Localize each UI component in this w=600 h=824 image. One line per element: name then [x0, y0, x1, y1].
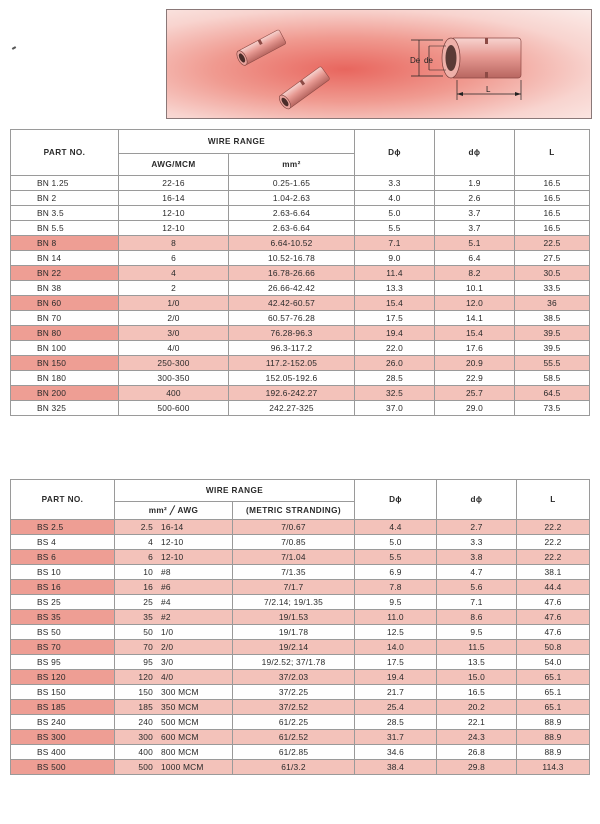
- col-L: L: [515, 130, 590, 176]
- mm2-cell: 117.2-152.05: [229, 356, 355, 371]
- outer-diameter-cell: 9.5: [355, 595, 437, 610]
- inner-diameter-cell: 24.3: [437, 730, 517, 745]
- table-row: [11, 356, 590, 371]
- table-row: [11, 610, 590, 625]
- length-cell: 30.5: [515, 266, 590, 281]
- table-row: [11, 625, 590, 640]
- length-cell: 27.5: [515, 251, 590, 266]
- mm2-value: 300: [138, 731, 153, 742]
- outer-diameter-cell: 38.4: [355, 760, 437, 775]
- part-no-cell: BN 60: [11, 296, 119, 311]
- inner-diameter-cell: 15.0: [437, 670, 517, 685]
- mm2-value: 25: [143, 596, 153, 607]
- part-no-cell: BN 2: [11, 191, 119, 206]
- col-D: Dϕ: [355, 480, 437, 520]
- mm2-awg-cell: [115, 595, 233, 610]
- metric-stranding-cell: 19/2.14: [233, 640, 355, 655]
- mm2-awg-cell: [115, 535, 233, 550]
- awg-value: 3/0: [161, 656, 174, 667]
- mm2-awg-cell: [115, 700, 233, 715]
- awg-value: 1000 MCM: [161, 761, 204, 772]
- mm2-value: 150: [138, 686, 153, 697]
- table-row: [11, 595, 590, 610]
- outer-diameter-cell: 11.4: [355, 266, 435, 281]
- mm2-value: 2.5: [140, 521, 153, 532]
- part-no-cell: BS 2.5: [11, 520, 115, 535]
- length-cell: 16.5: [515, 221, 590, 236]
- awg-value: 500 MCM: [161, 716, 199, 727]
- awg-cell: 500-600: [119, 401, 229, 416]
- table-row: [11, 565, 590, 580]
- inner-diameter-cell: 29.8: [437, 760, 517, 775]
- awg-cell: 22-16: [119, 176, 229, 191]
- outer-diameter-cell: 4.4: [355, 520, 437, 535]
- outer-diameter-cell: 34.6: [355, 745, 437, 760]
- inner-diameter-cell: 2.7: [437, 520, 517, 535]
- outer-diameter-cell: 13.3: [355, 281, 435, 296]
- mm2-cell: 1.04-2.63: [229, 191, 355, 206]
- inner-diameter-cell: 14.1: [435, 311, 515, 326]
- part-no-cell: BS 10: [11, 565, 115, 580]
- table-row: [11, 715, 590, 730]
- inner-diameter-cell: 5.1: [435, 236, 515, 251]
- awg-value: 800 MCM: [161, 746, 199, 757]
- inner-diameter-cell: 16.5: [437, 685, 517, 700]
- outer-diameter-cell: 17.5: [355, 655, 437, 670]
- bs-table-body: [11, 520, 590, 775]
- mm2-cell: 2.63-6.64: [229, 221, 355, 236]
- length-cell: 50.8: [517, 640, 590, 655]
- table-row: [11, 730, 590, 745]
- mm2-awg-cell: [115, 715, 233, 730]
- length-cell: 16.5: [515, 206, 590, 221]
- part-no-cell: BN 5.5: [11, 221, 119, 236]
- table-row: [11, 685, 590, 700]
- awg-cell: 12-10: [119, 221, 229, 236]
- inner-diameter-cell: 8.6: [437, 610, 517, 625]
- mm2-cell: 96.3-117.2: [229, 341, 355, 356]
- mm2-awg-cell: [115, 640, 233, 655]
- inner-diameter-cell: 3.8: [437, 550, 517, 565]
- outer-diameter-cell: 28.5: [355, 715, 437, 730]
- col-wire-range: WIRE RANGE: [119, 130, 355, 154]
- awg-cell: 12-10: [119, 206, 229, 221]
- mm2-cell: 26.66-42.42: [229, 281, 355, 296]
- outer-diameter-cell: 7.1: [355, 236, 435, 251]
- col-L: L: [517, 480, 590, 520]
- table-row: [11, 745, 590, 760]
- length-cell: 38.5: [515, 311, 590, 326]
- col-part-no: PART NO.: [11, 480, 115, 520]
- col-awg: AWG/MCM: [119, 154, 229, 176]
- table-row: [11, 640, 590, 655]
- table-row: [11, 341, 590, 356]
- outer-diameter-cell: 5.0: [355, 206, 435, 221]
- mm2-cell: 76.28-96.3: [229, 326, 355, 341]
- mm2-value: 4: [148, 536, 153, 547]
- length-cell: 22.2: [517, 535, 590, 550]
- mm2-value: 400: [138, 746, 153, 757]
- length-cell: 36: [515, 296, 590, 311]
- table-row: [11, 221, 590, 236]
- label-de: de: [424, 56, 433, 65]
- mm2-awg-cell: [115, 625, 233, 640]
- part-no-cell: BS 95: [11, 655, 115, 670]
- metric-stranding-cell: 7/2.14; 19/1.35: [233, 595, 355, 610]
- outer-diameter-cell: 37.0: [355, 401, 435, 416]
- awg-cell: 400: [119, 386, 229, 401]
- awg-value: 4/0: [161, 671, 174, 682]
- inner-diameter-cell: 17.6: [435, 341, 515, 356]
- part-no-cell: BN 3.5: [11, 206, 119, 221]
- length-cell: 16.5: [515, 176, 590, 191]
- metric-stranding-cell: 61/2.85: [233, 745, 355, 760]
- inner-diameter-cell: 22.9: [435, 371, 515, 386]
- mm2-value: 10: [143, 566, 153, 577]
- col-d: dϕ: [435, 130, 515, 176]
- metric-stranding-cell: 7/1.35: [233, 565, 355, 580]
- inner-diameter-cell: 5.6: [437, 580, 517, 595]
- inner-diameter-cell: 15.4: [435, 326, 515, 341]
- metric-stranding-cell: 37/2.52: [233, 700, 355, 715]
- awg-cell: 4/0: [119, 341, 229, 356]
- length-cell: 73.5: [515, 401, 590, 416]
- table-row: [11, 550, 590, 565]
- mm2-cell: 6.64-10.52: [229, 236, 355, 251]
- inner-diameter-cell: 10.1: [435, 281, 515, 296]
- col-mm2-awg: mm² ╱ AWG: [115, 502, 233, 520]
- part-no-cell: BS 16: [11, 580, 115, 595]
- mm2-cell: 60.57-76.28: [229, 311, 355, 326]
- mm2-awg-cell: [115, 685, 233, 700]
- length-cell: 16.5: [515, 191, 590, 206]
- table-row: [11, 535, 590, 550]
- col-part-no: PART NO.: [11, 130, 119, 176]
- length-cell: 65.1: [517, 700, 590, 715]
- awg-value: 16-14: [161, 521, 184, 532]
- part-no-cell: BS 150: [11, 685, 115, 700]
- length-cell: 65.1: [517, 670, 590, 685]
- length-cell: 22.2: [517, 520, 590, 535]
- mm2-value: 95: [143, 656, 153, 667]
- metric-stranding-cell: 19/2.52; 37/1.78: [233, 655, 355, 670]
- mm2-awg-cell: [115, 565, 233, 580]
- col-wire-range: WIRE RANGE: [115, 480, 355, 502]
- part-no-cell: BN 325: [11, 401, 119, 416]
- part-no-cell: BS 25: [11, 595, 115, 610]
- metric-stranding-cell: 61/2.25: [233, 715, 355, 730]
- awg-value: 12-10: [161, 551, 184, 562]
- awg-cell: 1/0: [119, 296, 229, 311]
- part-no-cell: BN 14: [11, 251, 119, 266]
- bn-spec-table: [10, 129, 590, 416]
- mm2-cell: 16.78-26.66: [229, 266, 355, 281]
- mm2-value: 6: [148, 551, 153, 562]
- awg-cell: 250-300: [119, 356, 229, 371]
- inner-diameter-cell: 4.7: [437, 565, 517, 580]
- metric-stranding-cell: 7/0.85: [233, 535, 355, 550]
- inner-diameter-cell: 8.2: [435, 266, 515, 281]
- metric-stranding-cell: 37/2.03: [233, 670, 355, 685]
- length-cell: 114.3: [517, 760, 590, 775]
- butt-splice-illustration: [167, 10, 591, 118]
- outer-diameter-cell: 31.7: [355, 730, 437, 745]
- part-no-cell: BS 4: [11, 535, 115, 550]
- col-D: Dϕ: [355, 130, 435, 176]
- length-cell: 55.5: [515, 356, 590, 371]
- outer-diameter-cell: 6.9: [355, 565, 437, 580]
- bn-table-body: [11, 176, 590, 416]
- part-no-cell: BS 70: [11, 640, 115, 655]
- inner-diameter-cell: 1.9: [435, 176, 515, 191]
- mm2-cell: 10.52-16.78: [229, 251, 355, 266]
- metric-stranding-cell: 19/1.53: [233, 610, 355, 625]
- length-cell: 54.0: [517, 655, 590, 670]
- mm2-awg-cell: [115, 610, 233, 625]
- inner-diameter-cell: 20.9: [435, 356, 515, 371]
- outer-diameter-cell: 19.4: [355, 670, 437, 685]
- table-row: [11, 386, 590, 401]
- mm2-value: 35: [143, 611, 153, 622]
- part-no-cell: BN 22: [11, 266, 119, 281]
- table-row: [11, 580, 590, 595]
- bs-spec-table: [10, 479, 590, 775]
- length-cell: 22.5: [515, 236, 590, 251]
- outer-diameter-cell: 5.0: [355, 535, 437, 550]
- awg-cell: 2/0: [119, 311, 229, 326]
- outer-diameter-cell: 15.4: [355, 296, 435, 311]
- outer-diameter-cell: 5.5: [355, 221, 435, 236]
- table-row: [11, 401, 590, 416]
- inner-diameter-cell: 2.6: [435, 191, 515, 206]
- inner-diameter-cell: 13.5: [437, 655, 517, 670]
- mm2-awg-cell: [115, 520, 233, 535]
- product-illustration: [166, 9, 592, 119]
- metric-stranding-cell: 7/1.04: [233, 550, 355, 565]
- col-mm2: mm²: [229, 154, 355, 176]
- awg-value: #2: [161, 611, 171, 622]
- mm2-value: 50: [143, 626, 153, 637]
- outer-diameter-cell: 25.4: [355, 700, 437, 715]
- length-cell: 39.5: [515, 326, 590, 341]
- part-no-cell: BN 38: [11, 281, 119, 296]
- col-d: dϕ: [437, 480, 517, 520]
- inner-diameter-cell: 7.1: [437, 595, 517, 610]
- metric-stranding-cell: 7/0.67: [233, 520, 355, 535]
- awg-value: #4: [161, 596, 171, 607]
- outer-diameter-cell: 12.5: [355, 625, 437, 640]
- inner-diameter-cell: 9.5: [437, 625, 517, 640]
- outer-diameter-cell: 32.5: [355, 386, 435, 401]
- part-no-cell: BS 185: [11, 700, 115, 715]
- length-cell: 38.1: [517, 565, 590, 580]
- part-no-cell: BS 300: [11, 730, 115, 745]
- table-row: [11, 176, 590, 191]
- length-cell: 88.9: [517, 745, 590, 760]
- stray-mark: [12, 46, 16, 50]
- part-no-cell: BS 400: [11, 745, 115, 760]
- part-no-cell: BS 50: [11, 625, 115, 640]
- inner-diameter-cell: 12.0: [435, 296, 515, 311]
- outer-diameter-cell: 19.4: [355, 326, 435, 341]
- table-row: [11, 520, 590, 535]
- awg-cell: 2: [119, 281, 229, 296]
- metric-stranding-cell: 61/3.2: [233, 760, 355, 775]
- part-no-cell: BS 35: [11, 610, 115, 625]
- awg-value: 600 MCM: [161, 731, 199, 742]
- mm2-value: 16: [143, 581, 153, 592]
- awg-cell: 3/0: [119, 326, 229, 341]
- table-row: [11, 296, 590, 311]
- outer-diameter-cell: 21.7: [355, 685, 437, 700]
- outer-diameter-cell: 4.0: [355, 191, 435, 206]
- outer-diameter-cell: 3.3: [355, 176, 435, 191]
- dimension-sleeve: [410, 38, 521, 100]
- outer-diameter-cell: 28.5: [355, 371, 435, 386]
- mm2-awg-cell: [115, 730, 233, 745]
- mm2-awg-cell: [115, 760, 233, 775]
- sleeve-1: [235, 29, 287, 67]
- length-cell: 44.4: [517, 580, 590, 595]
- table-row: [11, 670, 590, 685]
- mm2-awg-cell: [115, 655, 233, 670]
- awg-value: 300 MCM: [161, 686, 199, 697]
- part-no-cell: BN 100: [11, 341, 119, 356]
- awg-value: #8: [161, 566, 171, 577]
- outer-diameter-cell: 11.0: [355, 610, 437, 625]
- outer-diameter-cell: 9.0: [355, 251, 435, 266]
- col-metric-stranding: (METRIC STRANDING): [233, 502, 355, 520]
- awg-cell: 8: [119, 236, 229, 251]
- part-no-cell: BN 150: [11, 356, 119, 371]
- part-no-cell: BN 70: [11, 311, 119, 326]
- outer-diameter-cell: 5.5: [355, 550, 437, 565]
- awg-cell: 4: [119, 266, 229, 281]
- inner-diameter-cell: 26.8: [437, 745, 517, 760]
- awg-cell: 6: [119, 251, 229, 266]
- inner-diameter-cell: 11.5: [437, 640, 517, 655]
- table-row: [11, 655, 590, 670]
- table-row: [11, 236, 590, 251]
- part-no-cell: BN 80: [11, 326, 119, 341]
- part-no-cell: BN 180: [11, 371, 119, 386]
- sleeve-2: [277, 66, 330, 111]
- mm2-awg-cell: [115, 670, 233, 685]
- mm2-awg-cell: [115, 550, 233, 565]
- inner-diameter-cell: 29.0: [435, 401, 515, 416]
- mm2-value: 120: [138, 671, 153, 682]
- inner-diameter-cell: 25.7: [435, 386, 515, 401]
- length-cell: 47.6: [517, 610, 590, 625]
- outer-diameter-cell: 22.0: [355, 341, 435, 356]
- length-cell: 88.9: [517, 730, 590, 745]
- table-row: [11, 311, 590, 326]
- table-row: [11, 251, 590, 266]
- awg-cell: 300-350: [119, 371, 229, 386]
- table-row: [11, 206, 590, 221]
- inner-diameter-cell: 22.1: [437, 715, 517, 730]
- awg-value: 12-10: [161, 536, 184, 547]
- part-no-cell: BS 240: [11, 715, 115, 730]
- length-cell: 65.1: [517, 685, 590, 700]
- outer-diameter-cell: 14.0: [355, 640, 437, 655]
- part-no-cell: BS 500: [11, 760, 115, 775]
- length-cell: 58.5: [515, 371, 590, 386]
- metric-stranding-cell: 19/1.78: [233, 625, 355, 640]
- length-cell: 22.2: [517, 550, 590, 565]
- awg-value: 350 MCM: [161, 701, 199, 712]
- length-cell: 64.5: [515, 386, 590, 401]
- part-no-cell: BN 8: [11, 236, 119, 251]
- awg-value: #6: [161, 581, 171, 592]
- label-L: L: [486, 85, 491, 94]
- awg-value: 2/0: [161, 641, 174, 652]
- mm2-cell: 242.27-325: [229, 401, 355, 416]
- table-row: [11, 266, 590, 281]
- metric-stranding-cell: 61/2.52: [233, 730, 355, 745]
- length-cell: 33.5: [515, 281, 590, 296]
- length-cell: 47.6: [517, 625, 590, 640]
- table-row: [11, 326, 590, 341]
- awg-value: 1/0: [161, 626, 174, 637]
- inner-diameter-cell: 3.3: [437, 535, 517, 550]
- part-no-cell: BS 6: [11, 550, 115, 565]
- label-De: De: [410, 56, 421, 65]
- length-cell: 88.9: [517, 715, 590, 730]
- inner-diameter-cell: 3.7: [435, 221, 515, 236]
- mm2-value: 500: [138, 761, 153, 772]
- table-row: [11, 191, 590, 206]
- mm2-value: 70: [143, 641, 153, 652]
- table-row: [11, 760, 590, 775]
- inner-diameter-cell: 6.4: [435, 251, 515, 266]
- mm2-cell: 192.6-242.27: [229, 386, 355, 401]
- mm2-cell: 42.42-60.57: [229, 296, 355, 311]
- table-row: [11, 281, 590, 296]
- mm2-cell: 2.63-6.64: [229, 206, 355, 221]
- inner-diameter-cell: 3.7: [435, 206, 515, 221]
- outer-diameter-cell: 17.5: [355, 311, 435, 326]
- mm2-value: 185: [138, 701, 153, 712]
- table-row: [11, 700, 590, 715]
- mm2-awg-cell: [115, 580, 233, 595]
- inner-diameter-cell: 20.2: [437, 700, 517, 715]
- outer-diameter-cell: 7.8: [355, 580, 437, 595]
- mm2-value: 240: [138, 716, 153, 727]
- part-no-cell: BN 1.25: [11, 176, 119, 191]
- awg-cell: 16-14: [119, 191, 229, 206]
- mm2-cell: 152.05-192.6: [229, 371, 355, 386]
- length-cell: 47.6: [517, 595, 590, 610]
- part-no-cell: BN 200: [11, 386, 119, 401]
- length-cell: 39.5: [515, 341, 590, 356]
- outer-diameter-cell: 26.0: [355, 356, 435, 371]
- mm2-cell: 0.25-1.65: [229, 176, 355, 191]
- metric-stranding-cell: 7/1.7: [233, 580, 355, 595]
- metric-stranding-cell: 37/2.25: [233, 685, 355, 700]
- table-row: [11, 371, 590, 386]
- mm2-awg-cell: [115, 745, 233, 760]
- part-no-cell: BS 120: [11, 670, 115, 685]
